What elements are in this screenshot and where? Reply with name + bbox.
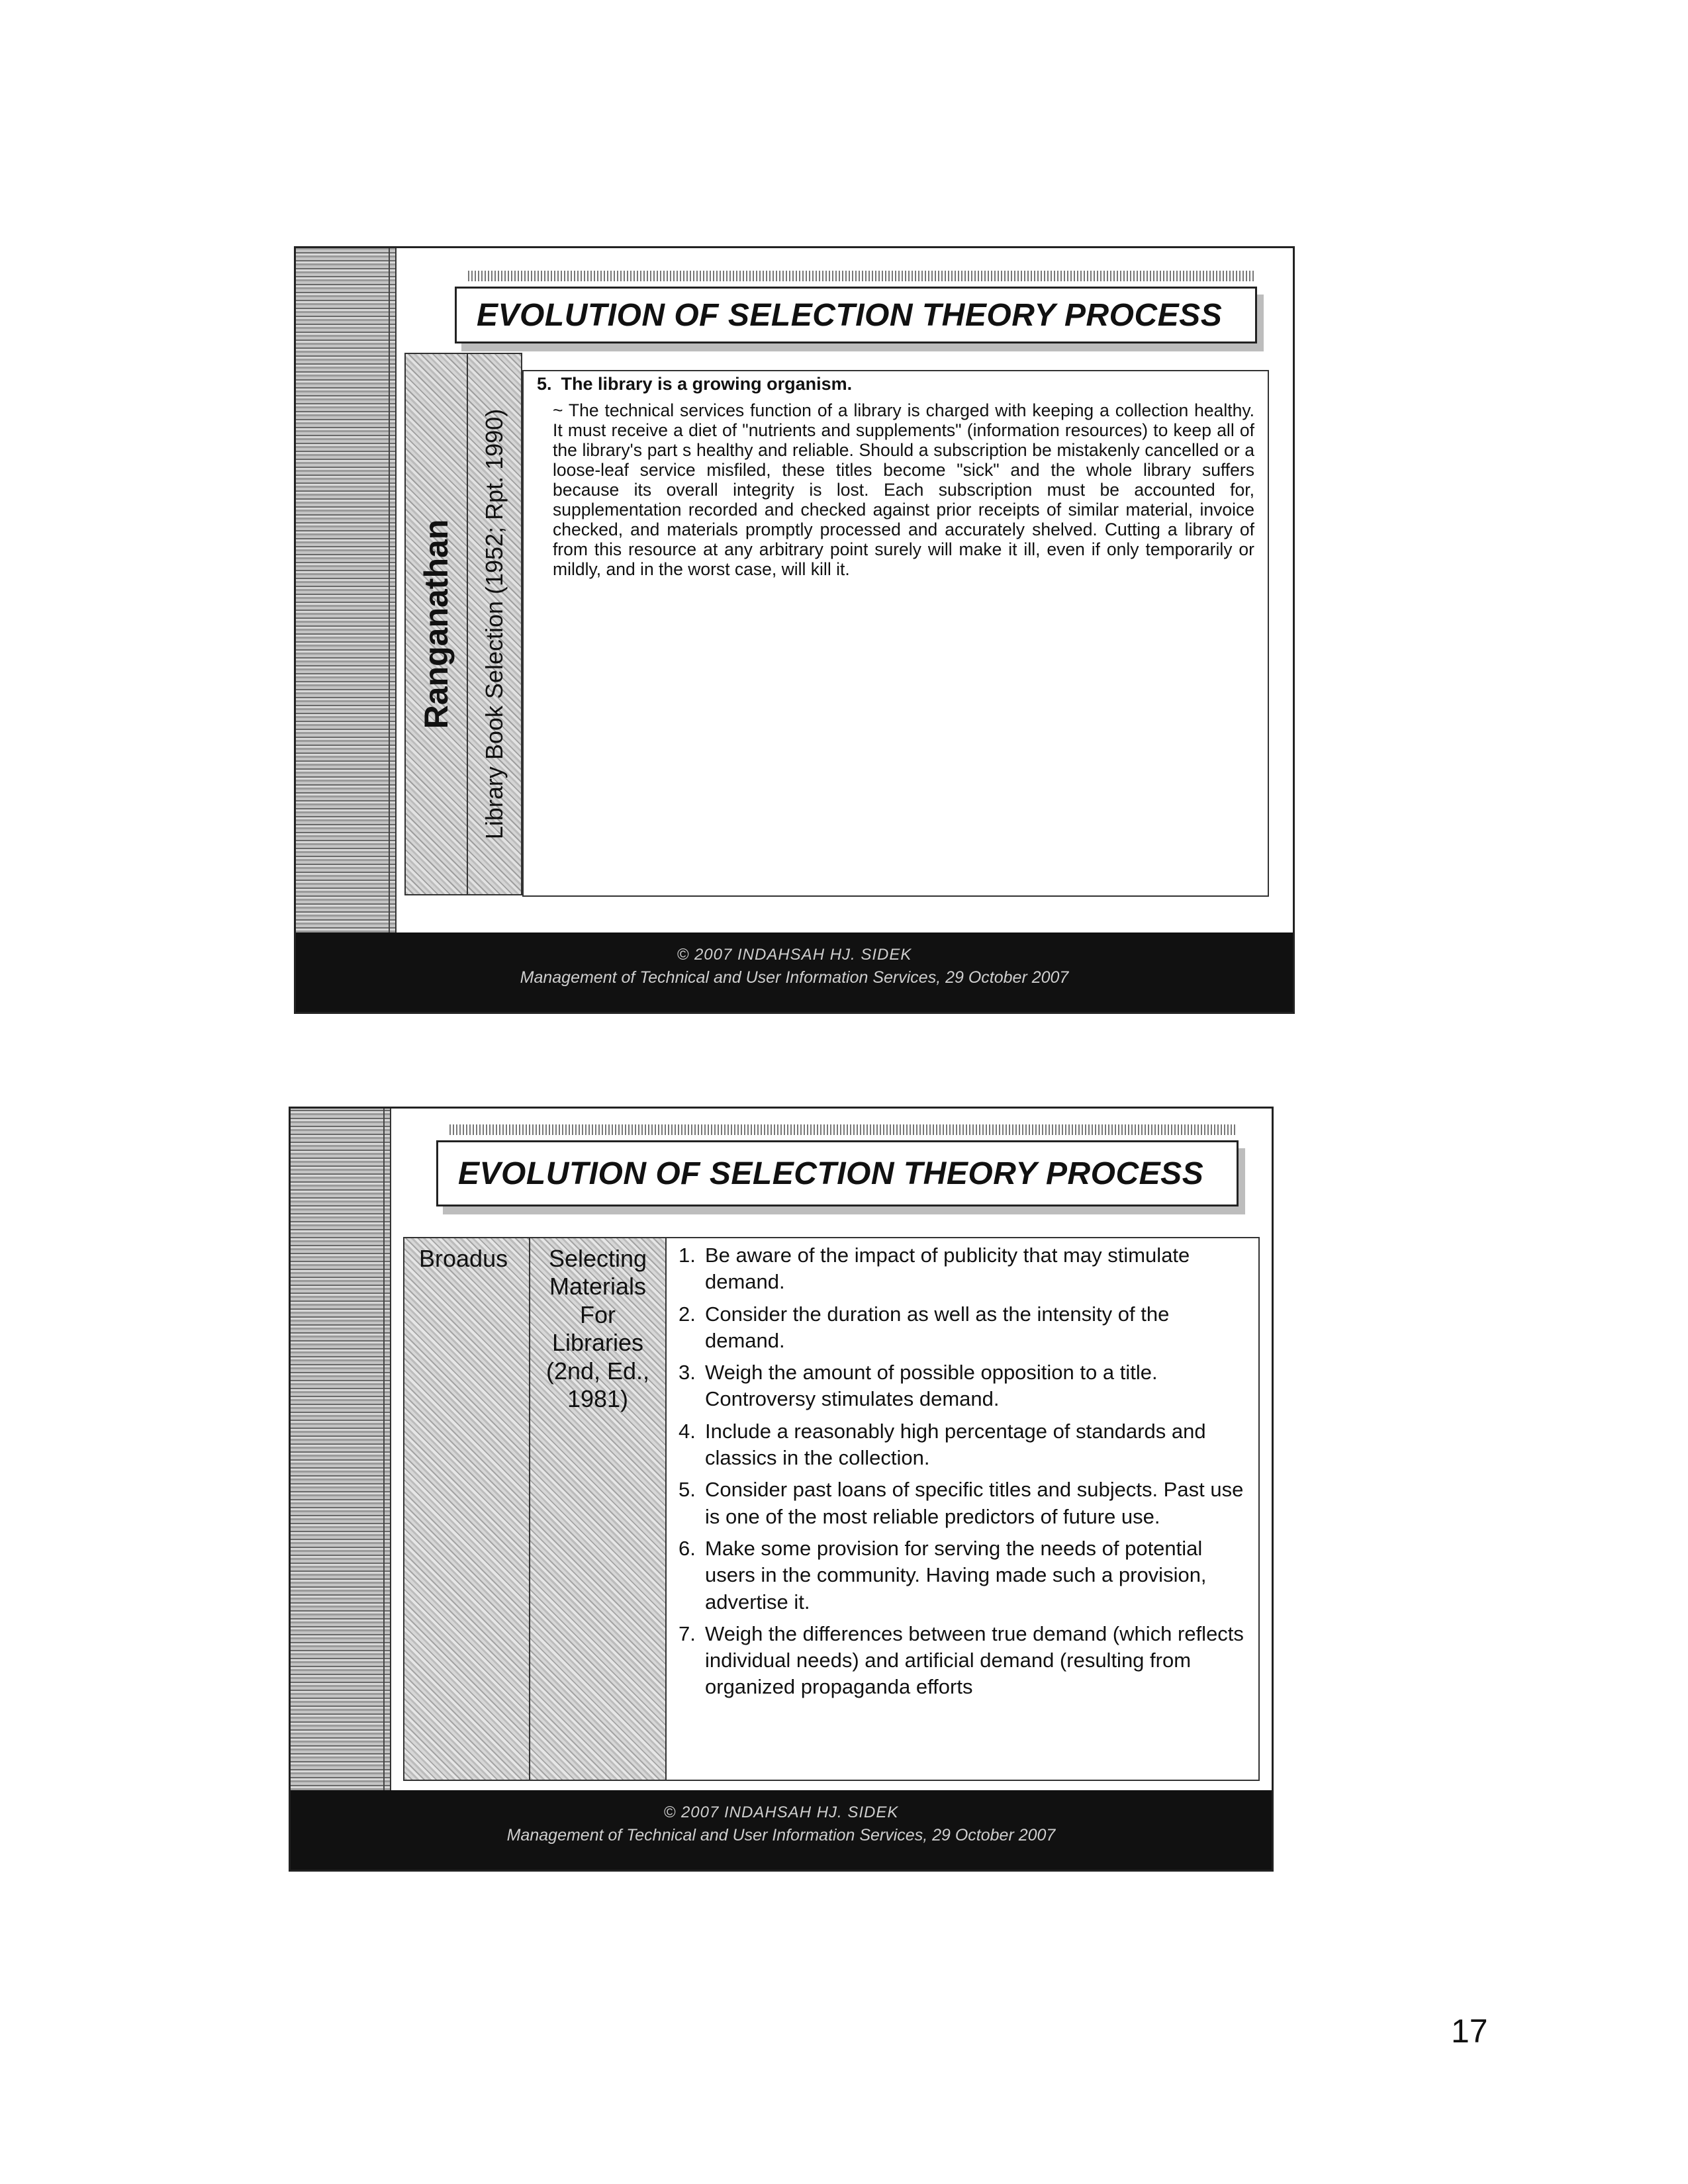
slide-broadus xyxy=(289,1107,1274,1872)
book-line: Materials xyxy=(549,1273,647,1300)
title-dotted-bar xyxy=(449,1124,1237,1135)
slide-title: EVOLUTION OF SELECTION THEORY PROCESS xyxy=(436,1140,1239,1206)
author-label: Broadus xyxy=(419,1245,508,1272)
item-number: 1. xyxy=(679,1244,696,1267)
decorative-strip xyxy=(291,1109,391,1790)
book-line: 1981) xyxy=(567,1385,629,1413)
item-number: 2. xyxy=(679,1302,696,1326)
item-number: 5. xyxy=(679,1478,696,1502)
content-box xyxy=(522,370,1269,897)
slide-ranganathan xyxy=(294,246,1295,1014)
author-label-box xyxy=(404,353,468,895)
principles-list xyxy=(679,1242,1245,1706)
book-line: For xyxy=(580,1300,616,1328)
list-item xyxy=(679,1535,1245,1615)
book-line: (2nd, Ed., xyxy=(545,1357,650,1385)
book-label: Library Book Selection (1952; Rpt. 1990) xyxy=(481,408,508,840)
item-text: Weigh the amount of possible opposition to a title. Controversy stimulates demand. xyxy=(705,1361,1158,1411)
slide-footer xyxy=(296,933,1293,1012)
principle-paragraph: ~ The technical services function of a library is charged with keeping a collection healthy. It must receive a diet of "nutrients and supplements" (information resources) to keep all of the library's part s healthy and reliable. Should a subscription be mistakenly cancelled or a loose-leaf service misfiled, these titles become "sick" and the whole library suffers because its overall integrity is lost. Each subscription must be accounted for, supplementation recorded and checked against prior receipts of similar material, invoice checked, and materials promptly processed and accurately shelved. Cutting a library of from this resource at any arbitrary point surely will make it ill, even if only temporarily or mildly, and in the worst case, will kill it. xyxy=(553,400,1254,579)
list-item xyxy=(679,1242,1245,1296)
item-number: 3. xyxy=(679,1361,696,1385)
item-number: 6. xyxy=(679,1536,696,1560)
author-label: Ranganathan xyxy=(418,519,455,729)
principles-table xyxy=(403,1237,1260,1781)
book-title xyxy=(530,1238,665,1414)
item-text: Include a reasonably high percentage of standards and classics in the collection. xyxy=(705,1419,1206,1470)
footer-copyright: © 2007 INDAHSAH HJ. SIDEK xyxy=(663,1803,899,1821)
principle-heading xyxy=(537,374,1254,394)
book-line: Selecting xyxy=(548,1245,647,1272)
footer-course: Management of Technical and User Information Services, 29 October 2007 xyxy=(520,968,1069,987)
principle-number: 5. xyxy=(537,374,552,394)
book-line: Libraries xyxy=(551,1329,644,1357)
author-cell xyxy=(404,1238,530,1780)
slide-footer xyxy=(291,1790,1272,1870)
item-text: Weigh the differences between true demand (which reflects individual needs) and artificial demand (resulting from organized propaganda efforts xyxy=(705,1621,1244,1699)
item-text: Consider past loans of specific titles and subjects. Past use is one of the most reliable predictors of future use. xyxy=(705,1478,1244,1528)
item-text: Consider the duration as well as the intensity of the demand. xyxy=(705,1302,1170,1352)
item-number: 7. xyxy=(679,1621,696,1645)
decorative-strip xyxy=(296,248,397,933)
list-item xyxy=(679,1477,1245,1530)
list-item xyxy=(679,1621,1245,1701)
book-label-box xyxy=(467,353,522,895)
item-text: Make some provision for serving the needs of potential users in the community. Having made such a provision, advertise it. xyxy=(705,1536,1207,1614)
page-number: 17 xyxy=(1451,2013,1488,2050)
book-cell xyxy=(530,1238,667,1780)
footer-copyright: © 2007 INDAHSAH HJ. SIDEK xyxy=(677,946,912,964)
title-dotted-bar xyxy=(468,271,1256,281)
footer-course: Management of Technical and User Information Services, 29 October 2007 xyxy=(506,1826,1056,1844)
list-item xyxy=(679,1359,1245,1413)
item-text: Be aware of the impact of publicity that may stimulate demand. xyxy=(705,1244,1190,1294)
slide-title: EVOLUTION OF SELECTION THEORY PROCESS xyxy=(455,287,1257,343)
principle-text: The library is a growing organism. xyxy=(561,374,853,394)
item-number: 4. xyxy=(679,1419,696,1443)
list-item xyxy=(679,1418,1245,1472)
list-item xyxy=(679,1301,1245,1355)
